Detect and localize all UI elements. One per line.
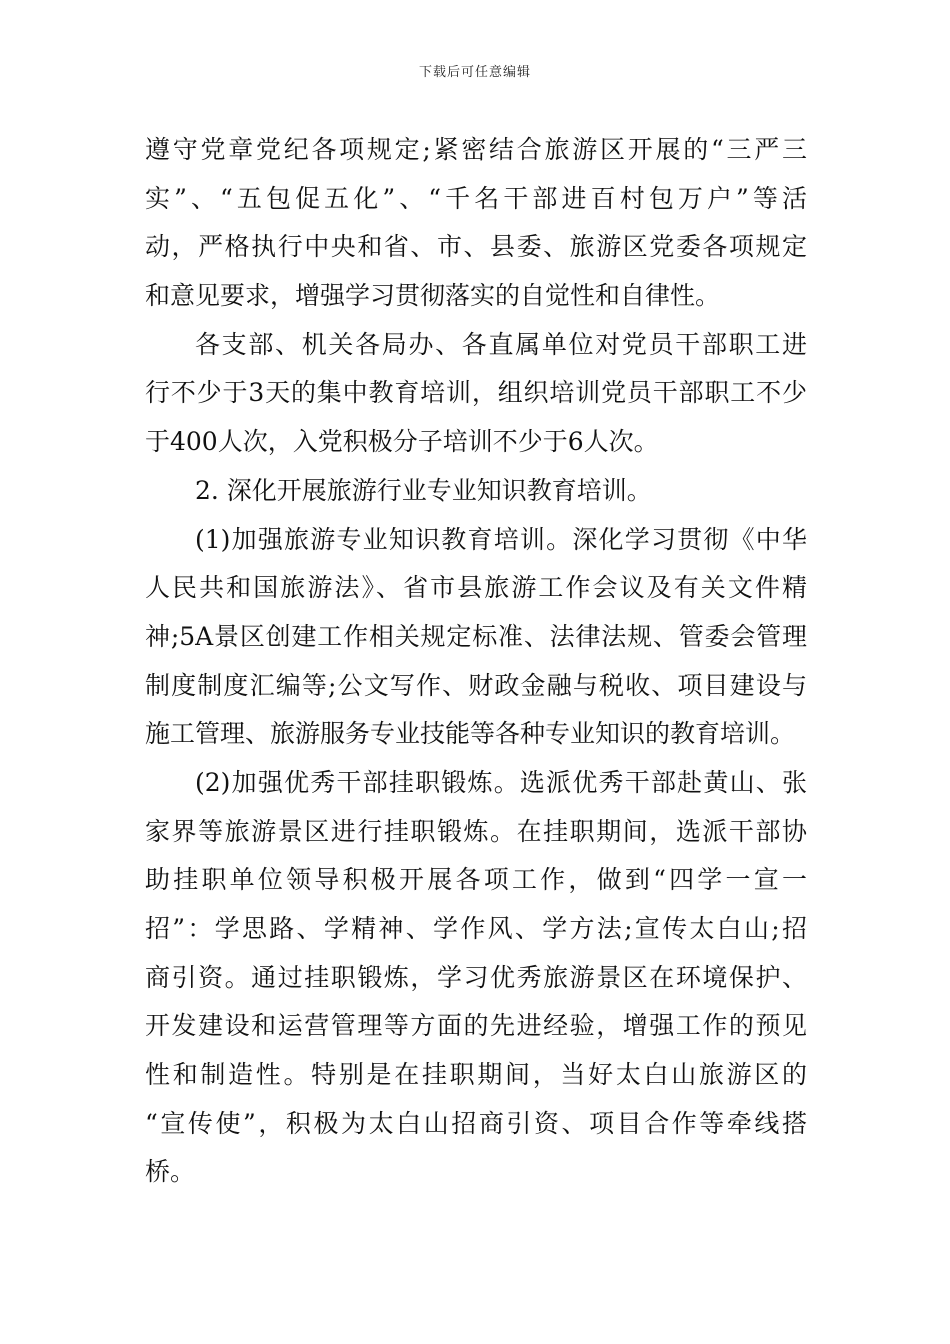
text-line: 实”、“五包促五化”、“千名干部进百村包万户”等活 [145, 183, 807, 213]
text-line: 制度制度汇编等;公文写作、财政金融与税收、项目建设与 [145, 670, 807, 700]
text-line: 施工管理、旅游服务专业技能等各种专业知识的教育培训。 [145, 719, 796, 749]
text-line: 人民共和国旅游法》、省市县旅游工作会议及有关文件精 [145, 573, 807, 603]
text-line: (1)加强旅游专业知识教育培训。深化学习贯彻《中华 [195, 524, 807, 554]
text-line: 神;5A景区创建工作相关规定标准、法律法规、管委会管理 [145, 621, 807, 651]
text-line: 开发建设和运营管理等方面的先进经验，增强工作的预见 [145, 1011, 807, 1041]
document-body [145, 126, 807, 1197]
text-line: 行不少于3天的集中教育培训，组织培训党员干部职工不少 [145, 378, 807, 408]
text-line: 和意见要求，增强学习贯彻落实的自觉性和自律性。 [145, 281, 721, 311]
text-line: 商引资。通过挂职锻炼，学习优秀旅游景区在环境保护、 [145, 962, 807, 992]
text-line: 助挂职单位领导积极开展各项工作，做到“四学一宣一 [145, 865, 807, 895]
text-line: 桥。 [145, 1157, 196, 1187]
text-line: 动，严格执行中央和省、市、县委、旅游区党委各项规定 [145, 232, 807, 262]
text-line: 遵守党章党纪各项规定;紧密结合旅游区开展的“三严三 [145, 135, 807, 164]
text-line: 家界等旅游景区进行挂职锻炼。在挂职期间，选派干部协 [145, 816, 807, 846]
text-line: “宣传使”，积极为太白山招商引资、项目合作等牵线搭 [145, 1108, 807, 1138]
text-line: 于400人次，入党积极分子培训不少于6人次。 [145, 427, 659, 457]
text-line: 性和制造性。特别是在挂职期间，当好太白山旅游区的 [145, 1060, 807, 1090]
text-line: 招”：学思路、学精神、学作风、学方法;宣传太白山;招 [145, 914, 807, 943]
text-line: 各支部、机关各局办、各直属单位对党员干部职工进 [195, 329, 807, 359]
page-header: 下载后可任意编辑 [418, 65, 531, 80]
text-line: (2)加强优秀干部挂职锻炼。选派优秀干部赴黄山、张 [195, 767, 807, 797]
section-heading: 2. 深化开展旅游行业专业知识教育培训。 [195, 475, 652, 505]
